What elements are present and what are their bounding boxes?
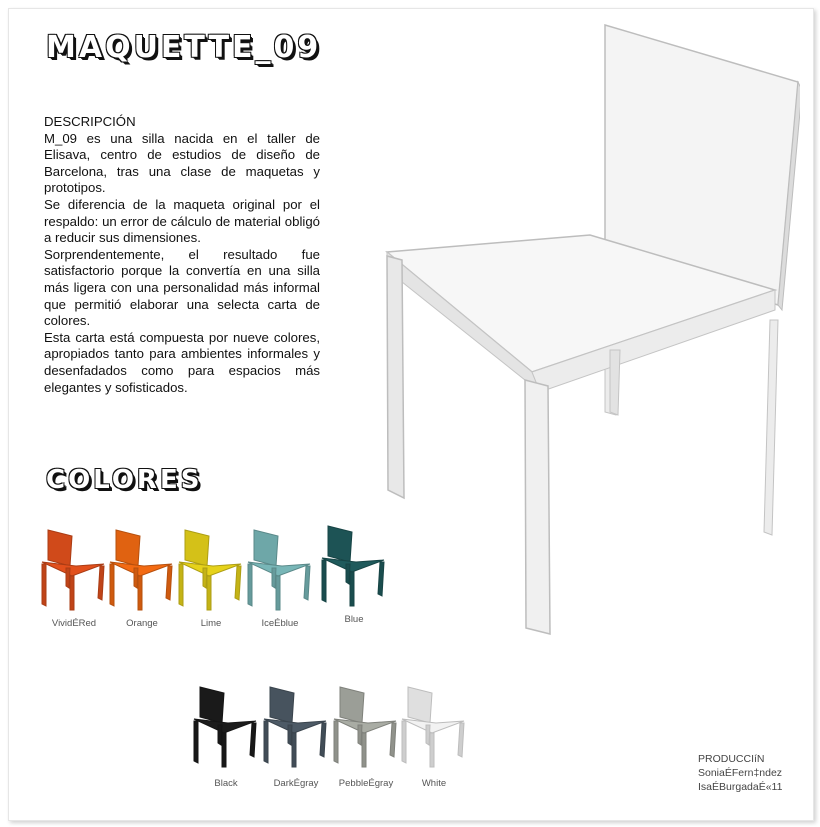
chair-icon — [175, 526, 247, 612]
color-label: VividÉRed — [51, 618, 97, 629]
color-swatch-vivid-red[interactable] — [38, 526, 110, 629]
color-label: Blue — [344, 614, 364, 625]
description-paragraph: Se diferencia de la maqueta original por el respaldo: un error de cálculo de material obligó a reducir sus dimensiones. — [44, 196, 320, 246]
chair-icon — [330, 680, 402, 772]
color-label: Orange — [126, 618, 158, 629]
color-label: Lime — [200, 618, 222, 629]
chair-icon — [260, 680, 332, 772]
credits-heading: PRODUCCIíN — [698, 753, 765, 765]
description-paragraph: M_09 es una silla nacida en el taller de Elisava, centro de estudios de diseño de Barcelona, tras una clase de maquetas y prototipos. — [44, 130, 320, 196]
credits-line: SoniaÉFern‡ndez — [698, 767, 783, 779]
description-heading: DESCRIPCIÓN — [44, 114, 136, 129]
credits-block — [698, 752, 782, 794]
page-title: MAQUETTE_09 — [46, 30, 322, 65]
chair-icon — [398, 680, 470, 772]
chair-icon — [244, 526, 316, 612]
color-swatch-orange[interactable] — [106, 526, 178, 629]
color-label: IceÉblue — [261, 618, 299, 629]
color-swatch-black[interactable] — [190, 680, 262, 789]
chair-icon — [190, 680, 262, 772]
color-label: Black — [214, 778, 238, 789]
color-label: White — [421, 778, 447, 789]
credits-line: IsaÉBurgadaÉ«11 — [698, 781, 783, 793]
color-swatch-ice-blue[interactable] — [244, 526, 316, 629]
description-paragraph: Sorprendentemente, el resultado fue satisfactorio porque la convertía en una silla más ligera con una personalidad más informal que permitió elaborar una selecta carta de colores. — [44, 246, 320, 329]
color-swatch-white[interactable] — [398, 680, 470, 789]
description-paragraph: Esta carta está compuesta por nueve colores, apropiados tanto para ambientes informales y desenfadados como para espacios más elegantes y sofisticados. — [44, 329, 320, 395]
description-block — [44, 114, 320, 396]
color-label: DarkÉgray — [273, 778, 319, 789]
chair-icon — [38, 526, 110, 612]
color-swatch-blue[interactable] — [318, 522, 390, 625]
colores-title: COLORES — [46, 465, 203, 495]
chair-main-image — [380, 20, 800, 640]
chair-icon — [106, 526, 178, 612]
color-label: PebbleÉgray — [338, 778, 394, 789]
color-swatch-dark-gray[interactable] — [260, 680, 332, 789]
chair-icon — [318, 522, 390, 608]
color-swatch-pebble-gray[interactable] — [330, 680, 402, 789]
color-swatch-lime[interactable] — [175, 526, 247, 629]
